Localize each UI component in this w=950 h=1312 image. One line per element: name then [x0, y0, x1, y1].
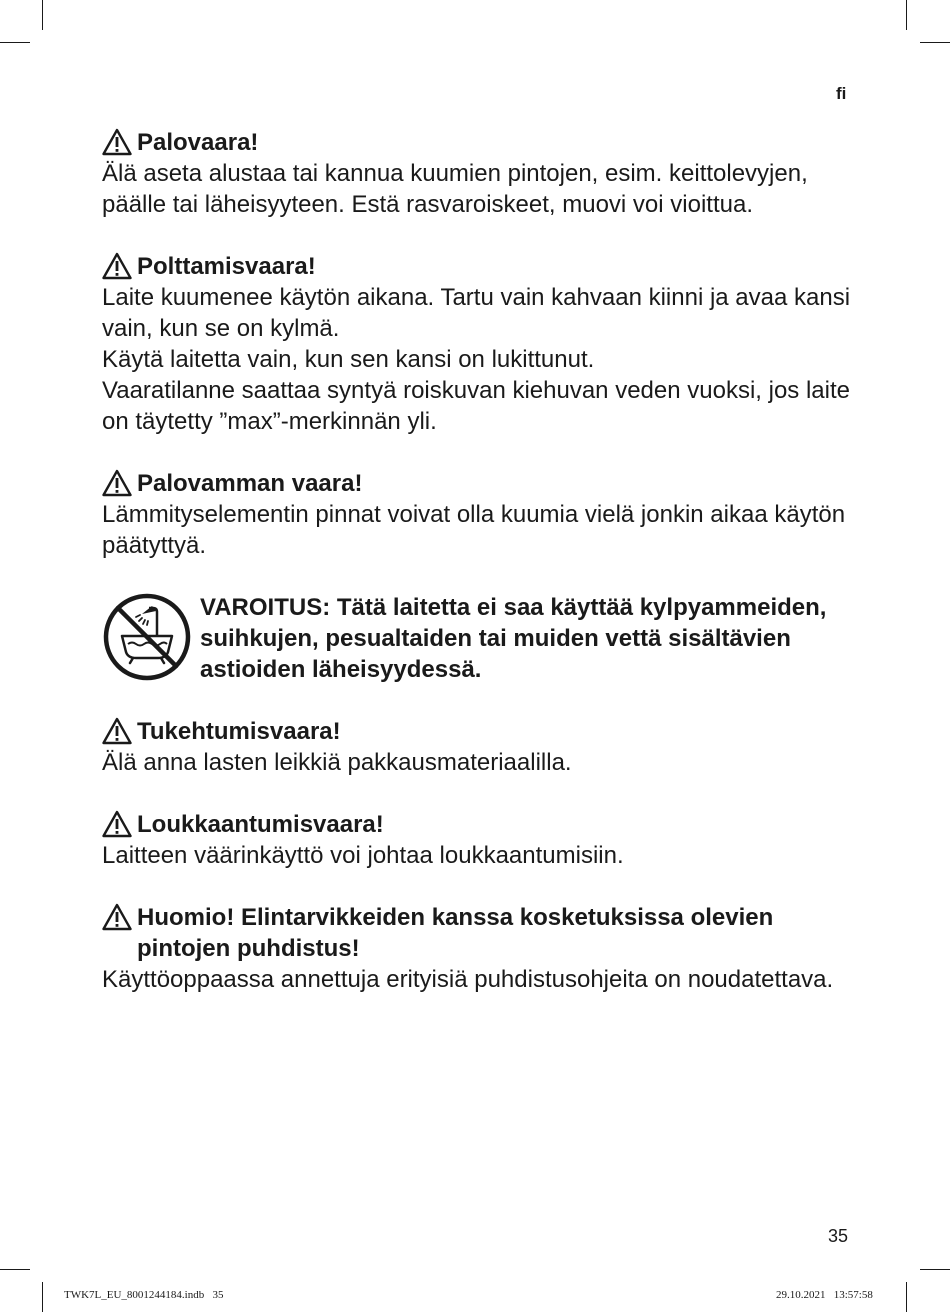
safety-section — [102, 468, 862, 561]
footer-file-info: TWK7L_EU_8001244184.indb 35 — [64, 1289, 224, 1301]
bath-warning — [102, 592, 862, 685]
warning-triangle-icon — [102, 903, 132, 931]
section-heading-text: Palovamman vaara! — [137, 470, 363, 497]
section-heading — [102, 127, 862, 158]
bath-warning-text: VAROITUS: Tätä laitetta ei saa käyttää kylpyammeiden, suihkujen, pesualtaiden tai muiden vettä sisältävien astioiden läheisyydessä. — [200, 594, 827, 683]
section-heading-text: Palovaara! — [137, 129, 259, 156]
section-heading-text: Polttamisvaara! — [137, 253, 316, 280]
section-body — [102, 747, 862, 778]
crop-mark — [906, 1282, 907, 1312]
section-heading-text: Tukehtumisvaara! — [137, 718, 341, 745]
section-heading — [102, 468, 862, 499]
section-body — [102, 964, 862, 995]
warning-triangle-icon — [102, 717, 132, 745]
section-paragraph: Laitteen väärinkäyttö voi johtaa loukkaantumisiin. — [102, 842, 624, 869]
page-number: 35 — [828, 1226, 849, 1246]
section-body — [102, 158, 862, 220]
safety-content — [102, 127, 862, 1026]
crop-mark — [920, 1269, 950, 1270]
warning-triangle-icon — [102, 810, 132, 838]
section-paragraph: Vaaratilanne saattaa syntyä roiskuvan kiehuvan veden vuoksi, jos laite on täytetty ”max”-merkinnän yli. — [102, 377, 850, 435]
section-heading — [102, 902, 862, 964]
section-paragraph: Käyttöoppaassa annettuja erityisiä puhdistusohjeita on noudatettava. — [102, 966, 834, 993]
section-body — [102, 840, 862, 871]
warning-triangle-icon — [102, 252, 132, 280]
crop-mark — [0, 1269, 30, 1270]
section-body — [102, 499, 862, 561]
section-paragraph: Älä aseta alustaa tai kannua kuumien pintojen, esim. keittolevyjen, päälle tai läheisyyteen. Estä rasvaroiskeet, muovi voi vioittua. — [102, 160, 808, 218]
safety-section — [102, 127, 862, 220]
crop-mark — [42, 0, 43, 30]
section-body — [102, 282, 862, 437]
crop-mark — [42, 1282, 43, 1312]
no-bathtub-icon — [102, 592, 192, 682]
crop-mark — [0, 42, 30, 43]
warning-triangle-icon — [102, 128, 132, 156]
section-paragraph: Laite kuumenee käytön aikana. Tartu vain kahvaan kiinni ja avaa kansi vain, kun se on kylmä. — [102, 284, 851, 342]
section-heading — [102, 251, 862, 282]
section-paragraph: Lämmityselementin pinnat voivat olla kuumia vielä jonkin aikaa käytön päätyttyä. — [102, 501, 846, 559]
section-heading — [102, 809, 862, 840]
section-heading-text: Loukkaantumisvaara! — [137, 811, 384, 838]
safety-section — [102, 251, 862, 437]
crop-mark — [920, 42, 950, 43]
crop-mark — [906, 0, 907, 30]
safety-section — [102, 902, 862, 995]
section-paragraph: Älä anna lasten leikkiä pakkausmateriaalilla. — [102, 749, 572, 776]
section-paragraph: Käytä laitetta vain, kun sen kansi on lukittunut. — [102, 346, 595, 373]
safety-section — [102, 809, 862, 871]
language-code: fi — [836, 84, 847, 103]
section-heading — [102, 716, 862, 747]
footer-timestamp: 29.10.2021 13:57:58 — [776, 1289, 873, 1301]
warning-triangle-icon — [102, 469, 132, 497]
section-heading-text: Huomio! Elintarvikkeiden kanssa kosketuksissa olevien pintojen puhdistus! — [137, 904, 774, 962]
safety-section — [102, 716, 862, 778]
